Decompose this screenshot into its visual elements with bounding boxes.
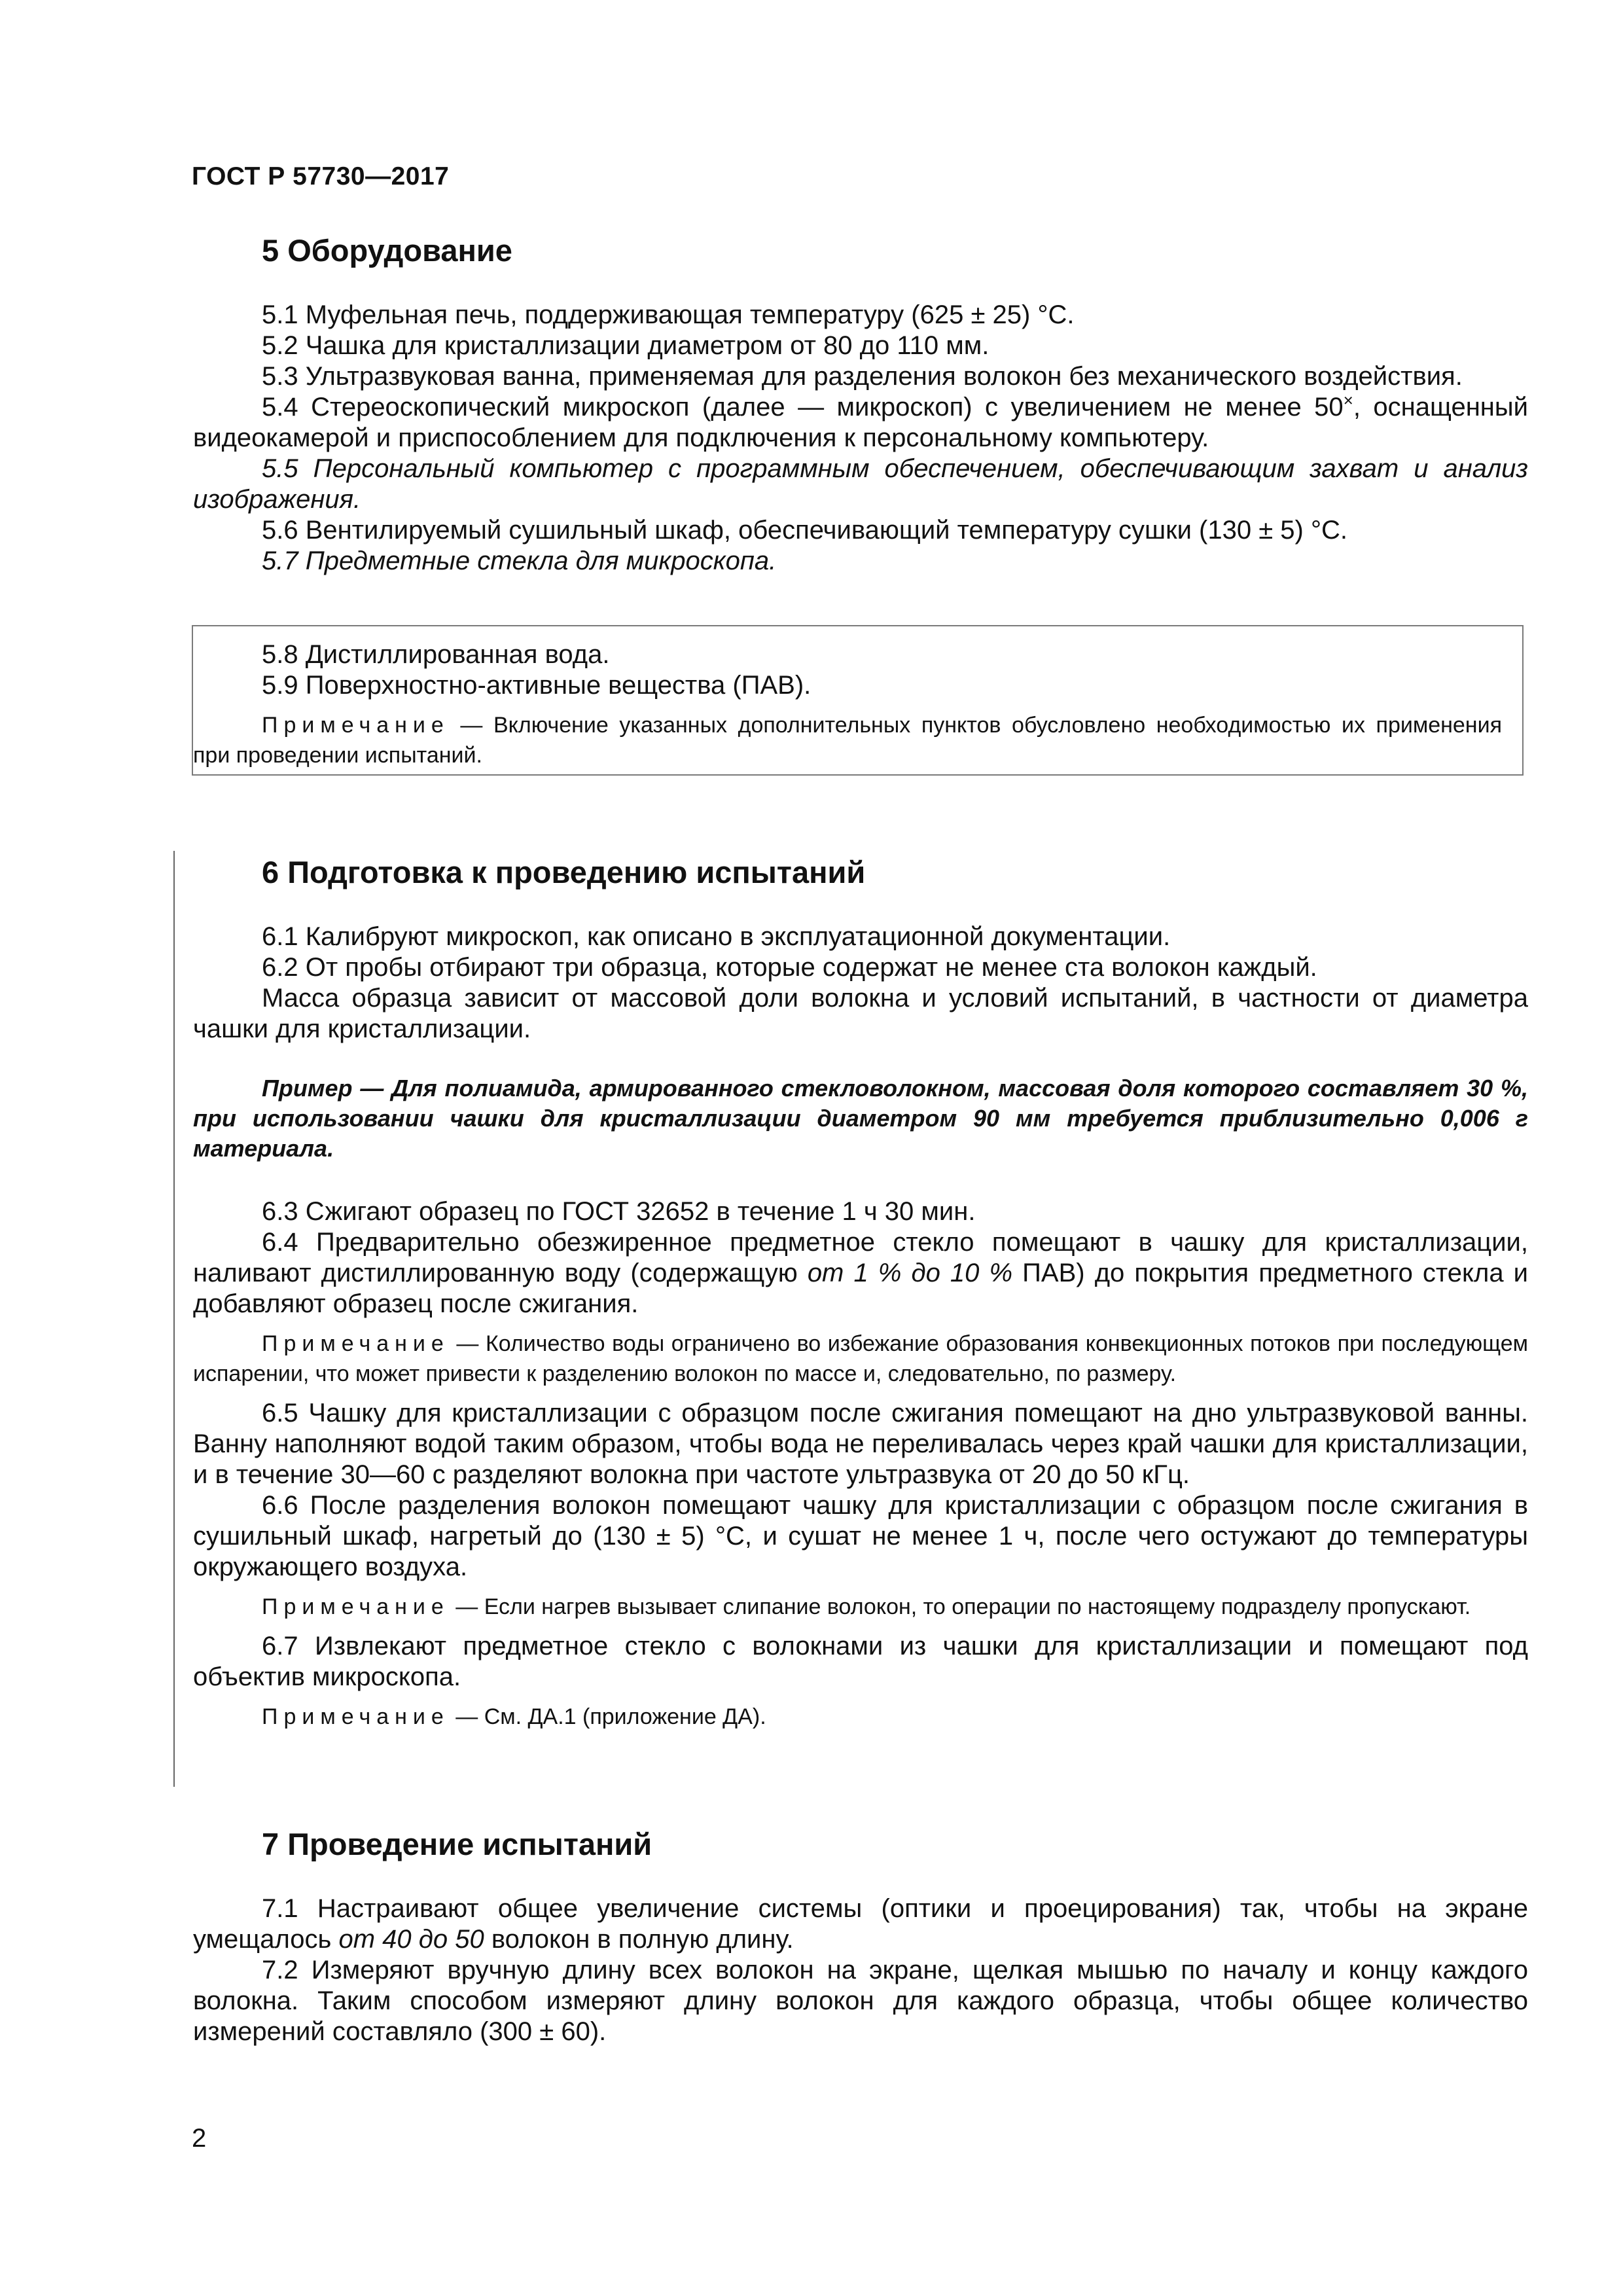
item-5-5: 5.5 Персональный компьютер с программным обеспечением, обеспечивающим захват и анализ изображения. <box>193 454 1528 514</box>
item-5-3: 5.3 Ультразвуковая ванна, применяемая для разделения волокон без механического воздействия. <box>262 362 1463 391</box>
item-6-2-mass: Масса образца зависит от массовой доли волокна и условий испытаний, в частности от диаметра чашки для кристаллизации. <box>193 984 1528 1043</box>
item-7-2: 7.2 Измеряют вручную длину всех волокон на экране, щелкая мышью по началу и концу каждого волокна. Таким способом измеряют длину волокон для каждого образца, чтобы общее количество измерений составляло (300 ± 60). <box>193 1956 1528 2046</box>
note-6-4: Примечание — Количество воды ограничено во избежание образования конвекционных потоков при последующем испарении, что может привести к разделению волокон по массе и, следовательно, по размеру. <box>193 1331 1528 1386</box>
item-6-1: 6.1 Калибруют микроскоп, как описано в эксплуатационной документации. <box>262 922 1171 951</box>
item-5-6: 5.6 Вентилируемый сушильный шкаф, обеспечивающий температуру сушки (130 ± 5) °С. <box>262 516 1347 545</box>
section-5-title: 5 Оборудование <box>262 233 512 268</box>
item-5-1: 5.1 Муфельная печь, поддерживающая температуру (625 ± 25) °С. <box>262 300 1075 329</box>
note-6-7: Примечание — См. ДА.1 (приложение ДА). <box>262 1704 766 1729</box>
example-block <box>193 1073 1528 1164</box>
example-text: Пример — Для полиамида, армированного стекловолокном, массовая доля которого составляет 30 %, при использовании чашки для кристаллизации диаметром 90 мм требуется приблизительно 0,006 г материала. <box>193 1075 1528 1162</box>
item-6-4: 6.4 Предварительно обезжиренное предметное стекло помещают в чашку для кристаллизации, наливают дистиллированную воду (содержащую от 1 % до 10 % ПАВ) до покрытия предметного стекла и добавляют образец после сжигания. <box>193 1228 1529 1318</box>
item-6-6: 6.6 После разделения волокон помещают чашку для кристаллизации с образцом после сжигания в сушильный шкаф, нагретый до (130 ± 5) °С, и сушат не менее 1 ч, после чего остужают до температуры окружающего воздуха. <box>193 1491 1528 1581</box>
item-5-8: 5.8 Дистиллированная вода. <box>262 640 610 669</box>
box-note: Примечание — Включение указанных дополнительных пунктов обусловлено необходимостью их применения при проведении испытаний. <box>193 713 1502 768</box>
section-6-body <box>193 922 1528 1045</box>
item-5-4: 5.4 Стереоскопический микроскоп (далее — микроскоп) с увеличением не менее 50×, оснащенный видеокамерой и приспособлением для подключения к персональному компьютеру. <box>193 390 1528 452</box>
item-7-1: 7.1 Настраивают общее увеличение системы (оптики и проецирования) так, чтобы на экране умещалось от 40 до 50 волокон в полную длину. <box>193 1894 1528 1954</box>
item-6-3: 6.3 Сжигают образец по ГОСТ 32652 в течение 1 ч 30 мин. <box>262 1197 976 1226</box>
item-5-2: 5.2 Чашка для кристаллизации диаметром от 80 до 110 мм. <box>262 331 990 360</box>
section-6-body-2 <box>193 1196 1528 1732</box>
section-7-body <box>193 1893 1528 2047</box>
item-5-9: 5.9 Поверхностно-активные вещества (ПАВ). <box>262 671 812 700</box>
page-number: 2 <box>192 2124 207 2153</box>
note-6-6: Примечание — Если нагрев вызывает слипание волокон, то операции по настоящему подразделу пропускают. <box>262 1594 1471 1619</box>
section-7-title: 7 Проведение испытаний <box>262 1827 652 1861</box>
change-bar <box>173 851 175 1787</box>
item-6-7: 6.7 Извлекают предметное стекло с волокнами из чашки для кристаллизации и помещают под объектив микроскопа. <box>193 1632 1528 1691</box>
added-items-box <box>192 625 1524 776</box>
item-6-5: 6.5 Чашку для кристаллизации с образцом после сжигания помещают на дно ультразвуковой ванны. Ванну наполняют водой таким образом, чтобы вода не переливалась через край чашки для кристаллизации, и в течение 30—60 с разделяют волокна при частоте ультразвука от 20 до 50 кГц. <box>193 1399 1528 1489</box>
section-5-body <box>193 300 1528 577</box>
document-header: ГОСТ Р 57730—2017 <box>192 162 450 190</box>
section-6-title: 6 Подготовка к проведению испытаний <box>262 855 866 889</box>
item-5-7: 5.7 Предметные стекла для микроскопа. <box>262 547 777 575</box>
item-6-2: 6.2 От пробы отбирают три образца, которые содержат не менее ста волокон каждый. <box>262 953 1317 982</box>
